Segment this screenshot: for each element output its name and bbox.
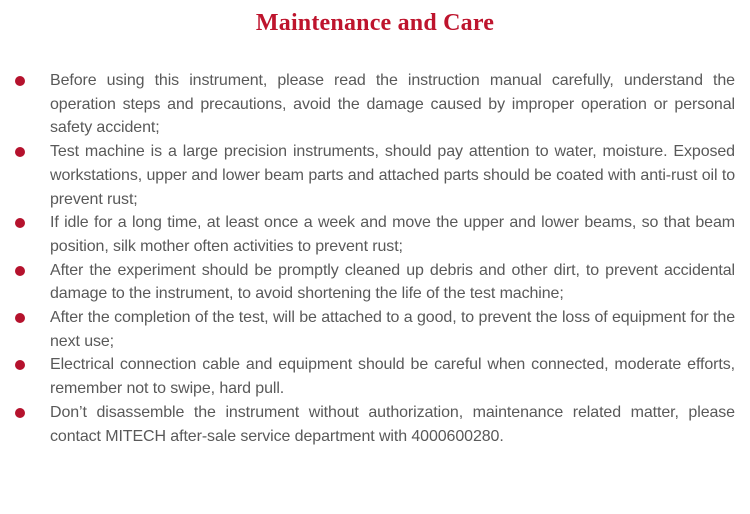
bullet-icon	[15, 360, 25, 370]
list-item-text: After the completion of the test, will be attached to a good, to prevent the loss of equipment for the next use;	[50, 309, 735, 350]
list-item	[14, 401, 735, 448]
maintenance-list	[14, 69, 735, 448]
list-item	[14, 306, 735, 353]
bullet-icon	[15, 313, 25, 323]
list-item	[14, 69, 735, 140]
list-item	[14, 211, 735, 258]
list-item-text: If idle for a long time, at least once a week and move the upper and lower beams, so that beam position, silk mother often activities to prevent rust;	[50, 214, 735, 255]
bullet-icon	[15, 266, 25, 276]
bullet-icon	[15, 147, 25, 157]
list-item-text: Electrical connection cable and equipment should be careful when connected, moderate efforts, remember not to swipe, hard pull.	[50, 356, 735, 398]
list-item	[14, 140, 735, 211]
list-item-text: Don’t disassemble the instrument without authorization, maintenance related matter, please contact MITECH after-sale service department with 4000600280.	[50, 403, 735, 445]
list-item	[14, 259, 735, 306]
list-item	[14, 353, 735, 400]
bullet-icon	[15, 76, 25, 86]
list-item-text: Before using this instrument, please read the instruction manual carefully, understand the operation steps and precautions, avoid the damage caused by improper operation or personal safety accident;	[50, 72, 735, 137]
bullet-icon	[15, 218, 25, 228]
list-item-text: Test machine is a large precision instruments, should pay attention to water, moisture. Exposed workstations, upper and lower beam parts and attached parts should be coated with anti-rust oil to prevent rust;	[50, 143, 735, 208]
page-title: Maintenance and Care	[255, 10, 495, 36]
list-item-text: After the experiment should be promptly cleaned up debris and other dirt, to prevent accidental damage to the instrument, to avoid shortening the life of the test machine;	[50, 261, 735, 303]
bullet-icon	[15, 408, 25, 418]
